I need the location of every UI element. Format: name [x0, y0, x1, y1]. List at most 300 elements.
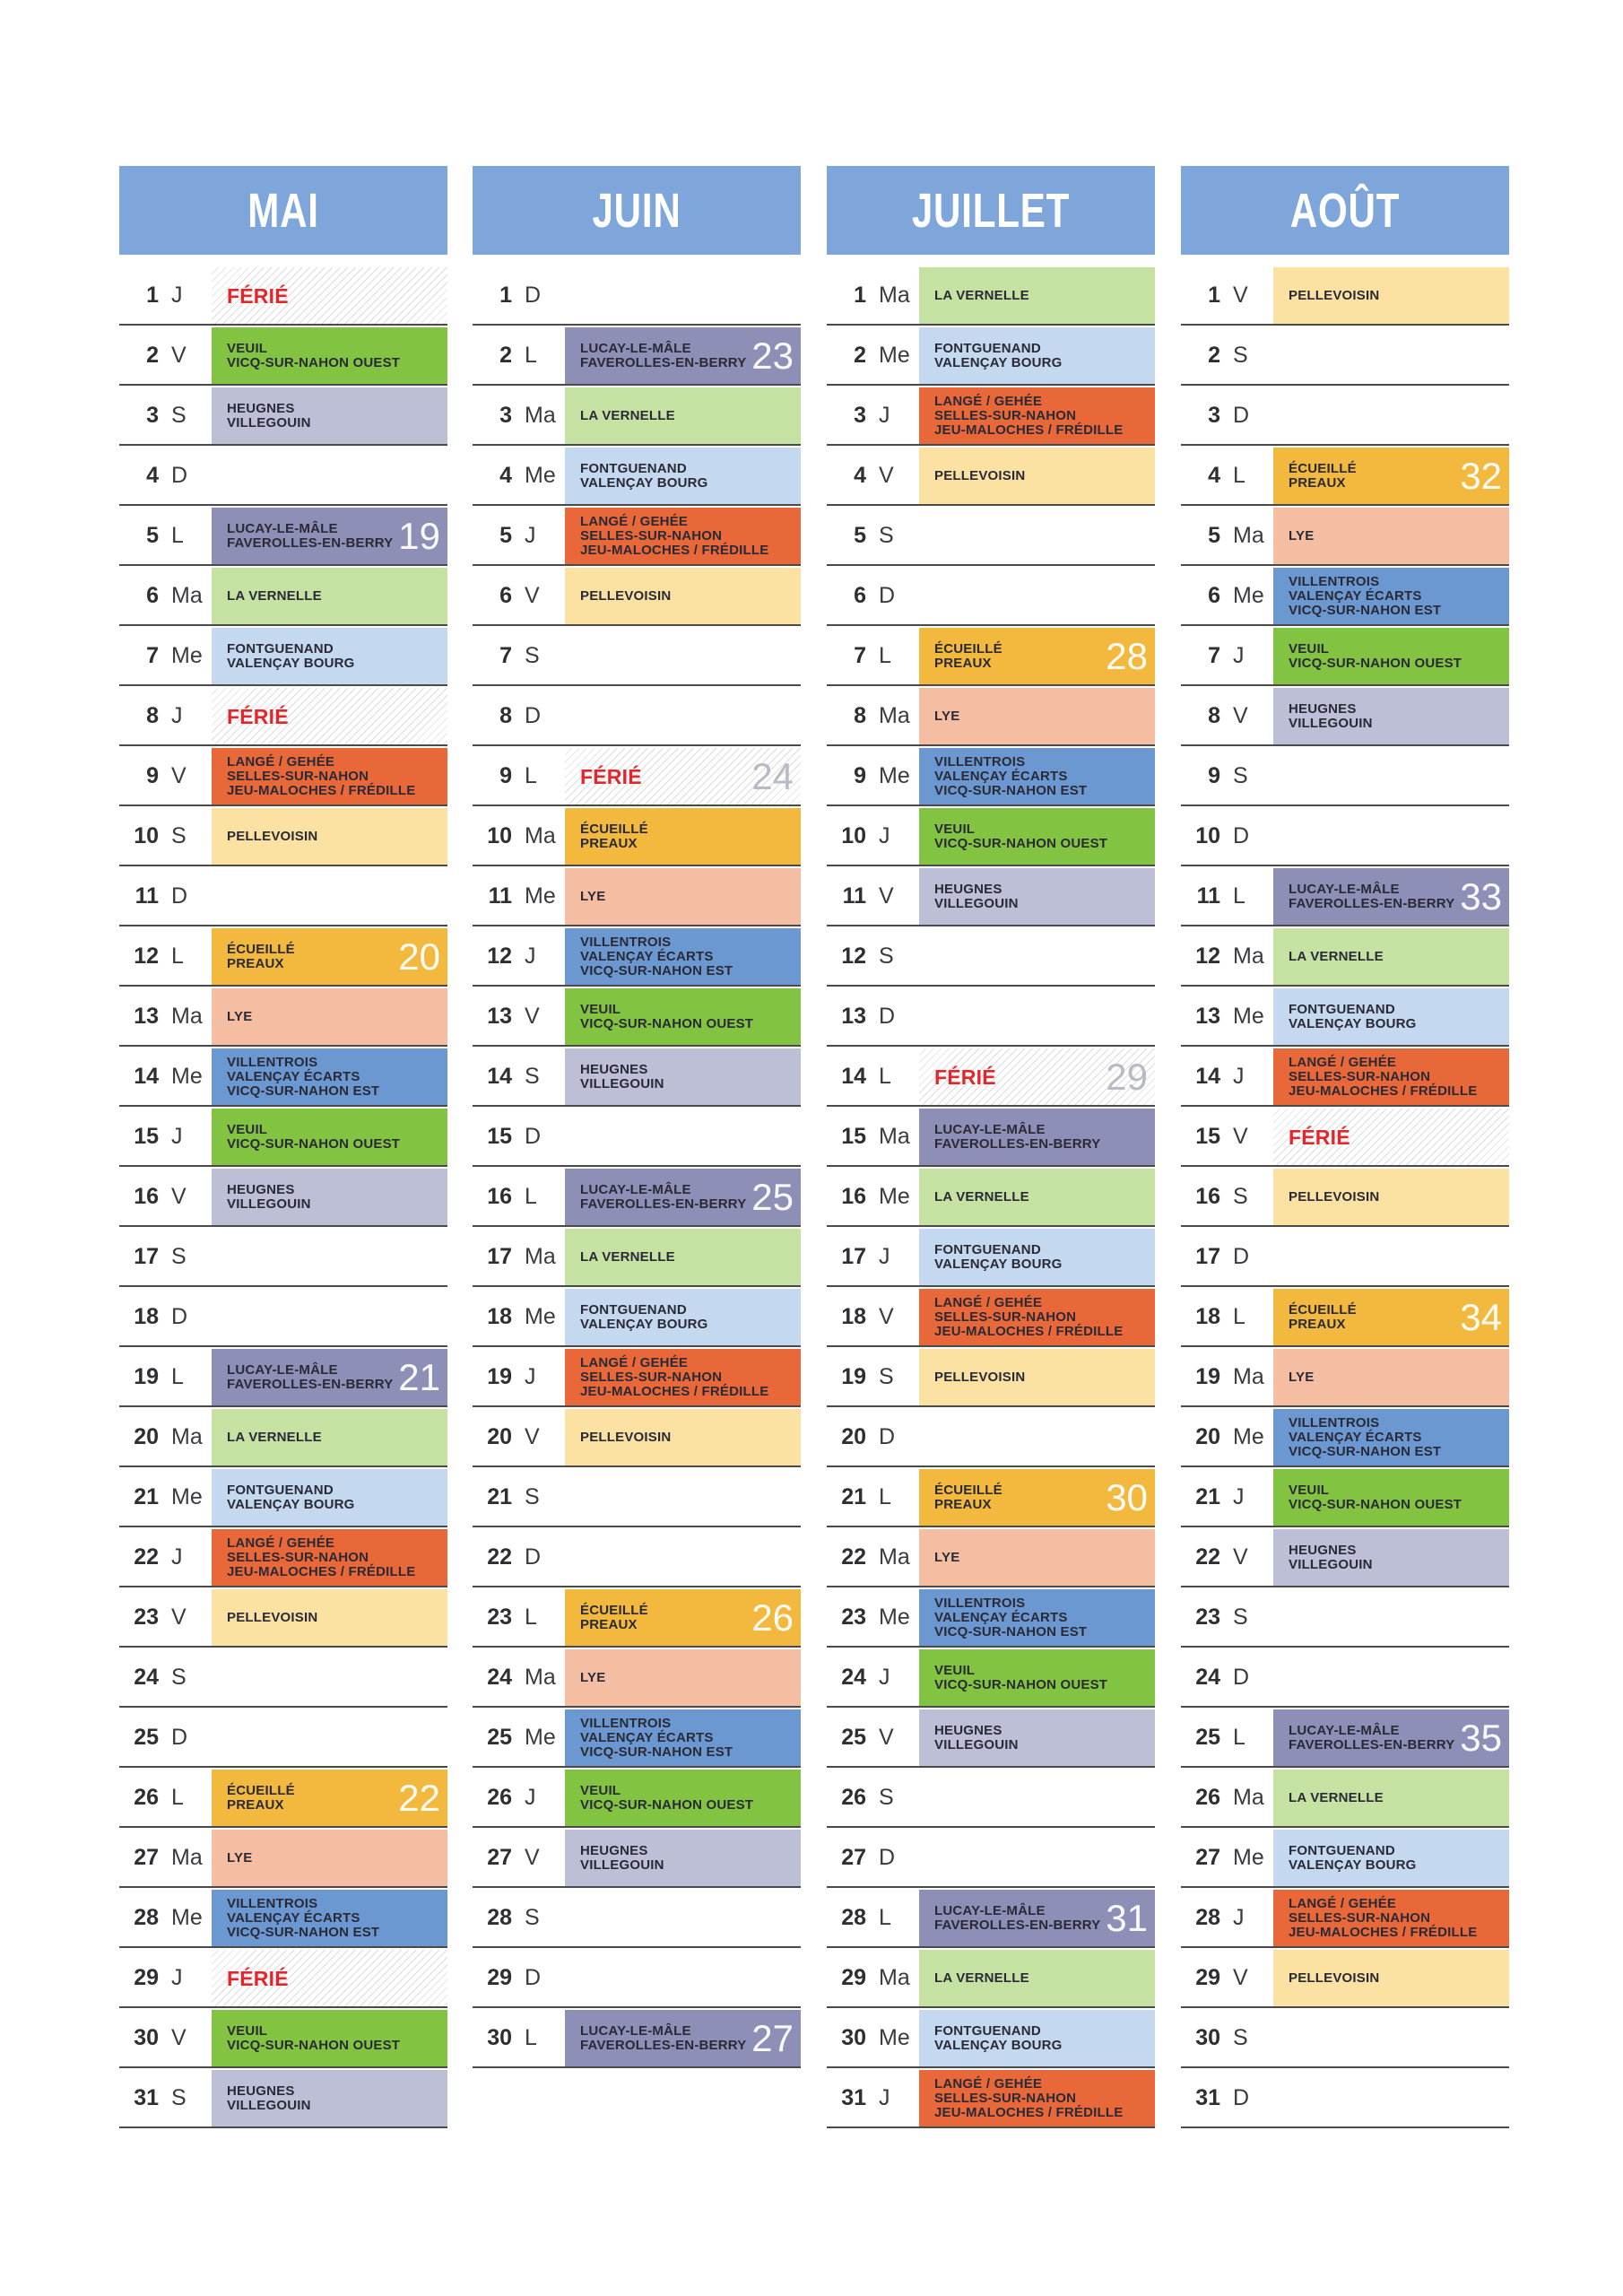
- day-row: [827, 1349, 1155, 1407]
- commune-label: JEU-MALOCHES / FRÉDILLE: [580, 1383, 769, 1399]
- weekday-abbr: Me: [879, 2025, 910, 2050]
- collection-lavernelle: [212, 568, 447, 624]
- collection-lavernelle: [565, 1229, 801, 1285]
- week-number: 32: [1460, 454, 1502, 497]
- day-row: [827, 1529, 1155, 1587]
- day-row: [1181, 1409, 1509, 1467]
- commune-label: LA VERNELLE: [580, 407, 675, 423]
- weekday-abbr: S: [1233, 763, 1248, 788]
- commune-label: JEU-MALOCHES / FRÉDILLE: [227, 782, 416, 798]
- day-date: [827, 1289, 919, 1345]
- day-date: [473, 808, 565, 865]
- day-number: 25: [134, 1725, 159, 1750]
- day-date: [1181, 988, 1273, 1045]
- day-number: 7: [1208, 643, 1220, 668]
- commune-label: HEUGNES: [227, 400, 295, 416]
- collection-villentrois: [919, 1589, 1155, 1646]
- day-date: [1181, 508, 1273, 564]
- day-row: [827, 688, 1155, 746]
- day-row: [827, 1589, 1155, 1648]
- day-number: 14: [134, 1064, 159, 1089]
- collection-heugnes: [212, 387, 447, 444]
- collection-lange: [565, 1349, 801, 1405]
- day-date: [827, 1830, 919, 1886]
- day-row: [119, 748, 447, 806]
- weekday-abbr: D: [1233, 1244, 1250, 1269]
- weekday-abbr: L: [525, 2025, 537, 2050]
- month-column-3: [827, 166, 1155, 2130]
- weekday-abbr: S: [525, 1484, 540, 1509]
- day-number: 30: [841, 2025, 866, 2050]
- collection-pellevoisin: [565, 1409, 801, 1465]
- day-date: [1181, 1469, 1273, 1526]
- commune-label: LUCAY-LE-MÂLE: [934, 1902, 1046, 1918]
- day-number: 10: [1195, 823, 1220, 848]
- day-date: [827, 928, 919, 985]
- day-date: [473, 748, 565, 804]
- commune-label: VICQ-SUR-NAHON EST: [934, 782, 1088, 798]
- collection-heugnes: [919, 868, 1155, 925]
- day-date: [827, 448, 919, 504]
- day-row: [827, 1469, 1155, 1527]
- day-number: 4: [854, 463, 866, 488]
- day-row: [1181, 1830, 1509, 1888]
- day-number: 16: [487, 1184, 512, 1209]
- day-date: [119, 868, 212, 925]
- day-number: 9: [146, 763, 159, 788]
- commune-label: VILLEGOUIN: [580, 1857, 664, 1873]
- empty-cell: [1273, 748, 1509, 804]
- collection-heugnes: [565, 1830, 801, 1886]
- weekday-abbr: D: [171, 463, 188, 488]
- commune-label: LYE: [227, 1008, 253, 1024]
- empty-cell: [212, 1649, 447, 1706]
- day-date: [827, 1589, 919, 1646]
- weekday-abbr: S: [171, 403, 187, 428]
- collection-villentrois: [1273, 568, 1509, 624]
- commune-label: PELLEVOISIN: [1289, 1188, 1380, 1205]
- day-date: [473, 628, 565, 684]
- commune-label: VICQ-SUR-NAHON OUEST: [580, 1015, 754, 1031]
- commune-label: VEUIL: [934, 821, 976, 837]
- weekday-abbr: L: [171, 944, 184, 969]
- day-row: [119, 1529, 447, 1587]
- day-number: 27: [1195, 1845, 1220, 1870]
- collection-ecueille: [565, 1589, 801, 1646]
- commune-label: VALENÇAY ÉCARTS: [934, 768, 1068, 784]
- commune-label: VALENÇAY BOURG: [934, 354, 1063, 370]
- commune-label: VICQ-SUR-NAHON EST: [934, 1623, 1088, 1639]
- day-number: 10: [841, 823, 866, 848]
- day-number: 29: [134, 1965, 159, 1990]
- collection-lucay: [1273, 868, 1509, 925]
- weekday-abbr: D: [879, 583, 896, 608]
- day-number: 20: [1195, 1424, 1220, 1449]
- day-row: [119, 808, 447, 866]
- day-row: [119, 1109, 447, 1167]
- day-date: [473, 1830, 565, 1886]
- week-number: 29: [1106, 1055, 1148, 1098]
- commune-label: VICQ-SUR-NAHON OUEST: [227, 1135, 401, 1152]
- commune-label: JEU-MALOCHES / FRÉDILLE: [934, 2104, 1124, 2120]
- day-row: [827, 868, 1155, 926]
- commune-label: PREAUX: [580, 835, 638, 851]
- week-number: 20: [398, 935, 440, 978]
- commune-label: LANGÉ / GEHÉE: [227, 753, 335, 770]
- commune-label: FAVEROLLES-EN-BERRY: [1289, 895, 1455, 911]
- commune-label: VILLEGOUIN: [227, 1196, 311, 1212]
- commune-label: LUCAY-LE-MÂLE: [227, 520, 338, 536]
- week-number: 30: [1106, 1475, 1148, 1518]
- weekday-abbr: V: [879, 1725, 894, 1750]
- day-date: [473, 1649, 565, 1706]
- day-date: [473, 508, 565, 564]
- day-date: [1181, 1048, 1273, 1105]
- weekday-abbr: Ma: [525, 1665, 556, 1690]
- day-date: [1181, 448, 1273, 504]
- collection-ecueille: [212, 1770, 447, 1826]
- day-row: [473, 1048, 801, 1107]
- day-row: [473, 688, 801, 746]
- commune-label: PREAUX: [227, 955, 284, 971]
- commune-label: VILLENTROIS: [580, 1715, 672, 1731]
- collection-pellevoisin: [212, 1589, 447, 1646]
- collection-veuil: [919, 808, 1155, 865]
- day-number: 10: [487, 823, 512, 848]
- commune-label: LA VERNELLE: [227, 1429, 322, 1445]
- commune-label: VALENÇAY ÉCARTS: [580, 1729, 714, 1745]
- month-column-4: [1181, 166, 1509, 2130]
- day-date: [119, 2070, 212, 2126]
- day-date: [1181, 2070, 1273, 2126]
- weekday-abbr: L: [171, 1785, 184, 1810]
- day-row: [827, 508, 1155, 566]
- day-row: [827, 2010, 1155, 2068]
- day-date: [119, 1709, 212, 1766]
- commune-label: FONTGUENAND: [1289, 1001, 1395, 1017]
- day-number: 12: [841, 944, 866, 969]
- collection-lye: [919, 688, 1155, 744]
- commune-label: FAVEROLLES-EN-BERRY: [227, 1376, 394, 1392]
- collection-heugnes: [1273, 1529, 1509, 1586]
- commune-label: VALENÇAY ÉCARTS: [580, 948, 714, 964]
- week-number: 21: [398, 1355, 440, 1398]
- collection-heugnes: [1273, 688, 1509, 744]
- weekday-abbr: L: [879, 1484, 891, 1509]
- day-date: [827, 1529, 919, 1586]
- weekday-abbr: Ma: [1233, 1785, 1264, 1810]
- collection-heugnes: [565, 1048, 801, 1105]
- commune-label: FAVEROLLES-EN-BERRY: [227, 535, 394, 551]
- weekday-abbr: Ma: [1233, 1364, 1264, 1389]
- commune-label: HEUGNES: [227, 2083, 295, 2099]
- day-number: 4: [146, 463, 159, 488]
- commune-label: SELLES-SUR-NAHON: [227, 1549, 369, 1565]
- commune-label: SELLES-SUR-NAHON: [580, 527, 723, 544]
- commune-label: VEUIL: [227, 340, 268, 356]
- day-row: [119, 1770, 447, 1828]
- day-row: [473, 568, 801, 626]
- day-row: [827, 1229, 1155, 1287]
- day-number: 5: [146, 523, 159, 548]
- day-number: 7: [854, 643, 866, 668]
- commune-label: ÉCUEILLÉ: [934, 1482, 1002, 1498]
- day-number: 18: [841, 1304, 866, 1329]
- day-date: [1181, 868, 1273, 925]
- weekday-abbr: S: [525, 1064, 540, 1089]
- commune-label: HEUGNES: [580, 1061, 648, 1077]
- day-date: [119, 1589, 212, 1646]
- day-row: [119, 508, 447, 566]
- month-header: [1181, 166, 1509, 255]
- commune-label: VICQ-SUR-NAHON EST: [580, 962, 733, 978]
- weekday-abbr: Ma: [525, 1244, 556, 1269]
- commune-label: FONTGUENAND: [934, 1241, 1041, 1257]
- collection-lavernelle: [919, 1169, 1155, 1225]
- weekday-abbr: Ma: [171, 1845, 203, 1870]
- day-number: 11: [135, 883, 159, 909]
- commune-label: LANGÉ / GEHÉE: [1289, 1054, 1397, 1070]
- commune-label: FAVEROLLES-EN-BERRY: [580, 354, 747, 370]
- commune-label: PREAUX: [934, 655, 992, 671]
- day-number: 20: [841, 1424, 866, 1449]
- weekday-abbr: Me: [879, 763, 910, 788]
- commune-label: JEU-MALOCHES / FRÉDILLE: [580, 542, 769, 558]
- collection-pellevoisin: [919, 448, 1155, 504]
- weekday-abbr: D: [525, 703, 542, 728]
- day-date: [119, 1409, 212, 1465]
- day-row: [827, 628, 1155, 686]
- day-date: [119, 568, 212, 624]
- day-date: [119, 808, 212, 865]
- commune-label: LYE: [934, 1549, 960, 1565]
- collection-fontguenand: [919, 2010, 1155, 2066]
- day-date: [473, 1770, 565, 1826]
- day-number: 17: [134, 1244, 159, 1269]
- day-number: 17: [487, 1244, 512, 1269]
- commune-label: FAVEROLLES-EN-BERRY: [934, 1135, 1101, 1152]
- day-row: [827, 1830, 1155, 1888]
- weekday-abbr: Me: [171, 1484, 203, 1509]
- day-date: [1181, 1830, 1273, 1886]
- day-row: [473, 1770, 801, 1828]
- empty-cell: [212, 1709, 447, 1766]
- day-number: 24: [487, 1665, 512, 1690]
- commune-label: PREAUX: [934, 1496, 992, 1512]
- day-row: [1181, 868, 1509, 926]
- day-number: 17: [841, 1244, 866, 1269]
- commune-label: LANGÉ / GEHÉE: [227, 1535, 335, 1551]
- day-date: [473, 1409, 565, 1465]
- collection-ferie: [919, 1048, 1155, 1105]
- collection-fontguenand: [565, 448, 801, 504]
- day-date: [827, 2010, 919, 2066]
- day-row: [473, 267, 801, 326]
- empty-cell: [565, 628, 801, 684]
- commune-label: ÉCUEILLÉ: [227, 1782, 295, 1798]
- weekday-abbr: L: [1233, 463, 1245, 488]
- commune-label: SELLES-SUR-NAHON: [934, 2090, 1077, 2106]
- day-date: [473, 1048, 565, 1105]
- day-number: 29: [1195, 1965, 1220, 1990]
- day-row: [119, 1649, 447, 1708]
- day-number: 24: [841, 1665, 866, 1690]
- day-number: 13: [1195, 1004, 1220, 1029]
- commune-label: FAVEROLLES-EN-BERRY: [934, 1917, 1101, 1933]
- collection-lange: [565, 508, 801, 564]
- commune-label: VEUIL: [1289, 640, 1330, 657]
- day-row: [1181, 1890, 1509, 1948]
- day-date: [119, 1289, 212, 1345]
- day-date: [119, 1529, 212, 1586]
- weekday-abbr: V: [879, 463, 894, 488]
- day-row: [827, 448, 1155, 506]
- commune-label: FONTGUENAND: [580, 1301, 687, 1318]
- day-row: [827, 327, 1155, 386]
- day-row: [1181, 1349, 1509, 1407]
- empty-cell: [1273, 1229, 1509, 1285]
- commune-label: PREAUX: [580, 1616, 638, 1632]
- day-number: 21: [487, 1484, 512, 1509]
- commune-label: ÉCUEILLÉ: [580, 821, 648, 837]
- weekday-abbr: D: [879, 1424, 896, 1449]
- empty-cell: [1273, 1649, 1509, 1706]
- day-number: 4: [1208, 463, 1220, 488]
- month-header: [119, 166, 447, 255]
- weekday-abbr: J: [525, 1364, 536, 1389]
- holiday-label: FÉRIÉ: [227, 1966, 289, 1990]
- commune-label: JEU-MALOCHES / FRÉDILLE: [1289, 1924, 1478, 1940]
- day-row: [1181, 2070, 1509, 2128]
- empty-cell: [565, 267, 801, 324]
- day-row: [473, 1469, 801, 1527]
- weekday-abbr: L: [525, 763, 537, 788]
- day-number: 28: [841, 1905, 866, 1930]
- weekday-abbr: L: [1233, 1304, 1245, 1329]
- collection-pellevoisin: [565, 568, 801, 624]
- weekday-abbr: Ma: [879, 1124, 910, 1149]
- day-date: [827, 988, 919, 1045]
- commune-label: PELLEVOISIN: [227, 1609, 318, 1625]
- weekday-abbr: Me: [1233, 1845, 1264, 1870]
- day-date: [827, 808, 919, 865]
- week-number: 26: [751, 1596, 794, 1639]
- weekday-abbr: Ma: [171, 1004, 203, 1029]
- day-row: [119, 1890, 447, 1948]
- day-number: 6: [499, 583, 512, 608]
- weekday-abbr: D: [1233, 403, 1250, 428]
- weekday-abbr: L: [171, 523, 184, 548]
- commune-label: VILLENTROIS: [580, 934, 672, 950]
- day-row: [473, 1109, 801, 1167]
- empty-cell: [565, 1109, 801, 1165]
- day-number: 1: [499, 283, 512, 308]
- weekday-abbr: L: [1233, 883, 1245, 909]
- week-number: 28: [1106, 634, 1148, 677]
- weekday-abbr: S: [171, 823, 187, 848]
- weekday-abbr: Me: [525, 1304, 556, 1329]
- day-date: [473, 1229, 565, 1285]
- collection-lavernelle: [1273, 1770, 1509, 1826]
- day-date: [473, 2010, 565, 2066]
- weekday-abbr: S: [1233, 343, 1248, 368]
- commune-label: VALENÇAY BOURG: [934, 2037, 1063, 2053]
- empty-cell: [919, 928, 1155, 985]
- day-row: [473, 628, 801, 686]
- collection-fontguenand: [1273, 988, 1509, 1045]
- day-date: [827, 868, 919, 925]
- weekday-abbr: V: [1233, 703, 1248, 728]
- day-number: 18: [134, 1304, 159, 1329]
- day-date: [119, 1770, 212, 1826]
- day-row: [119, 1349, 447, 1407]
- collection-lavernelle: [1273, 928, 1509, 985]
- commune-label: VEUIL: [227, 2022, 268, 2039]
- empty-cell: [212, 868, 447, 925]
- collection-veuil: [212, 2010, 447, 2066]
- weekday-abbr: D: [525, 1965, 542, 1990]
- holiday-label: FÉRIÉ: [227, 283, 289, 308]
- day-number: 7: [499, 643, 512, 668]
- commune-label: FAVEROLLES-EN-BERRY: [580, 2037, 747, 2053]
- day-row: [1181, 1649, 1509, 1708]
- weekday-abbr: J: [171, 1965, 183, 1990]
- day-row: [827, 1890, 1155, 1948]
- day-date: [473, 1890, 565, 1946]
- day-row: [1181, 1469, 1509, 1527]
- commune-label: VEUIL: [934, 1662, 976, 1678]
- commune-label: FONTGUENAND: [934, 340, 1041, 356]
- day-date: [119, 267, 212, 324]
- day-date: [1181, 327, 1273, 384]
- weekday-abbr: Ma: [171, 1424, 203, 1449]
- day-row: [1181, 988, 1509, 1047]
- day-date: [473, 387, 565, 444]
- day-row: [473, 928, 801, 987]
- day-number: 24: [1195, 1665, 1220, 1690]
- collection-villentrois: [212, 1048, 447, 1105]
- day-date: [827, 1950, 919, 2006]
- day-date: [1181, 808, 1273, 865]
- weekday-abbr: Ma: [525, 403, 556, 428]
- weekday-abbr: L: [525, 1605, 537, 1630]
- day-number: 3: [854, 403, 866, 428]
- commune-label: VILLEGOUIN: [1289, 715, 1373, 731]
- weekday-abbr: Ma: [1233, 944, 1264, 969]
- day-row: [1181, 1229, 1509, 1287]
- day-row: [827, 1109, 1155, 1167]
- day-date: [827, 1169, 919, 1225]
- day-number: 5: [1208, 523, 1220, 548]
- day-row: [473, 1349, 801, 1407]
- collection-fontguenand: [212, 628, 447, 684]
- day-date: [119, 1349, 212, 1405]
- day-date: [1181, 1770, 1273, 1826]
- day-row: [473, 327, 801, 386]
- weekday-abbr: J: [525, 523, 536, 548]
- day-row: [119, 387, 447, 446]
- day-date: [119, 928, 212, 985]
- collection-ferie: [212, 267, 447, 324]
- weekday-abbr: Ma: [1233, 523, 1264, 548]
- commune-label: PELLEVOISIN: [227, 828, 318, 844]
- commune-label: LA VERNELLE: [1289, 948, 1384, 964]
- day-number: 16: [841, 1184, 866, 1209]
- collection-lye: [919, 1529, 1155, 1586]
- day-row: [1181, 387, 1509, 446]
- commune-label: PREAUX: [227, 1796, 284, 1813]
- collection-lange: [919, 1289, 1155, 1345]
